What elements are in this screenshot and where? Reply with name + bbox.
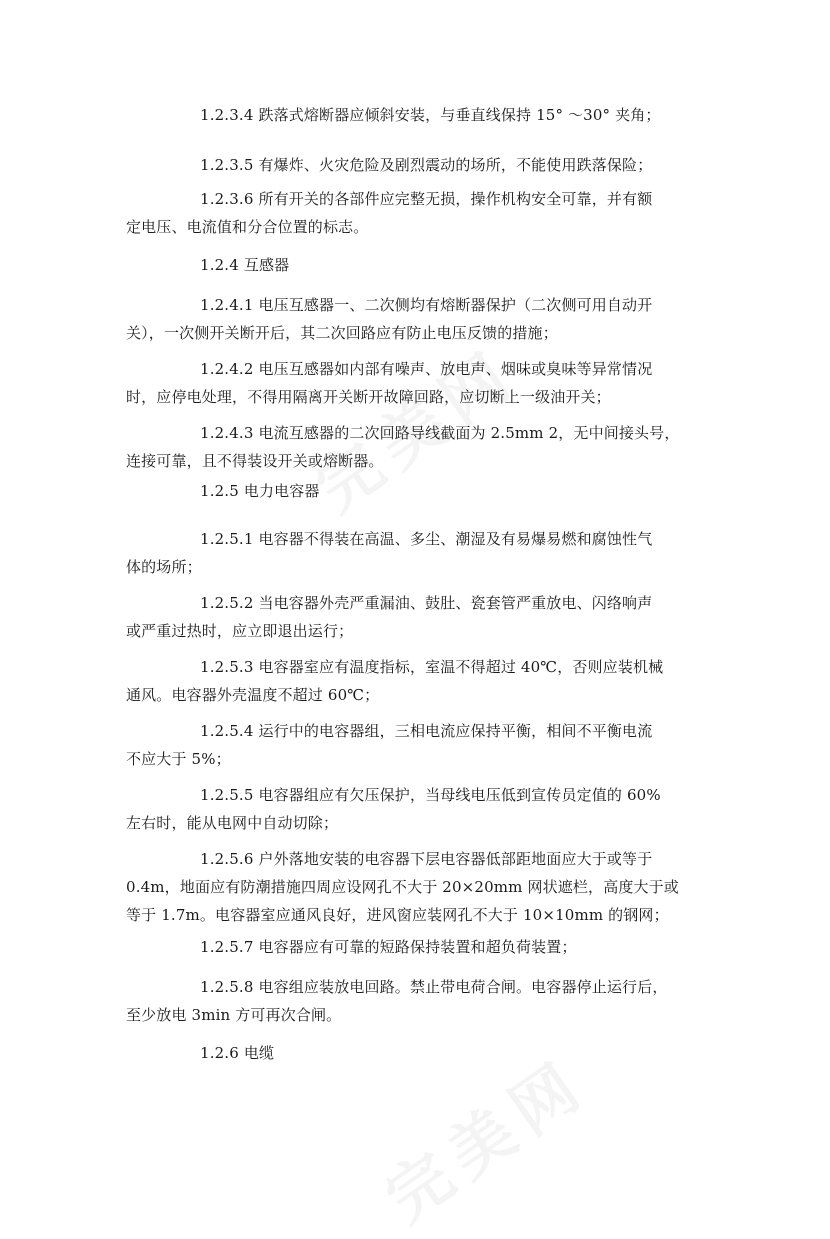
clause-1-2-5-2-line2: 或严重过热时，应立即退出运行；: [126, 622, 354, 640]
clause-1-2-5-2-line1: 1.2.5.2 当电容器外壳严重漏油、鼓肚、瓷套管严重放电、闪络响声: [200, 594, 653, 612]
clause-1-2-4-3-line2: 连接可靠，且不得装设开关或熔断器。: [126, 452, 384, 470]
clause-1-2-5-6-line1: 1.2.5.6 户外落地安装的电容器下层电容器低部距地面应大于或等于: [200, 850, 653, 868]
clause-1-2-5-4-line1: 1.2.5.4 运行中的电容器组，三相电流应保持平衡，相间不平衡电流: [200, 722, 653, 740]
clause-1-2-3-4: 1.2.3.4 跌落式熔断器应倾斜安装，与垂直线保持 15° ～30° 夹角；: [200, 106, 661, 124]
clause-1-2-3-6-line2: 定电压、电流值和分合位置的标志。: [126, 218, 369, 236]
clause-1-2-5-1-line2: 体的场所；: [126, 558, 202, 576]
clause-1-2-5-8-line2: 至少放电 3min 方可再次合闸。: [126, 1006, 342, 1024]
clause-1-2-3-6-line1: 1.2.3.6 所有开关的各部件应完整无损，操作机构安全可靠，并有额: [200, 190, 653, 208]
section-heading-capacitor: 1.2.5 电力电容器: [200, 482, 320, 500]
clause-1-2-3-5: 1.2.3.5 有爆炸、火灾危险及剧烈震动的场所，不能使用跌落保险；: [200, 156, 653, 174]
clause-1-2-4-2-line2: 时，应停电处理，不得用隔离开关断开故障回路，应切断上一级油开关；: [126, 388, 611, 406]
clause-1-2-4-1-line2: 关），一次侧开关断开后，其二次回路应有防止电压反馈的措施；: [126, 324, 558, 342]
clause-1-2-4-3-line1: 1.2.4.3 电流互感器的二次回路导线截面为 2.5mm 2，无中间接头号，: [200, 424, 680, 442]
section-heading-cable: 1.2.6 电缆: [200, 1044, 275, 1062]
clause-1-2-5-5-line2: 左右时，能从电网中自动切除；: [126, 814, 339, 832]
clause-1-2-5-3-line2: 通风。电容器外壳温度不超过 60℃；: [126, 686, 380, 704]
clause-1-2-5-7: 1.2.5.7 电容器应有可靠的短路保持装置和超负荷装置；: [200, 938, 577, 956]
clause-1-2-5-3-line1: 1.2.5.3 电容器室应有温度指标，室温不得超过 40℃，否则应装机械: [200, 658, 664, 676]
clause-1-2-4-1-line1: 1.2.4.1 电压互感器一、二次侧均有熔断器保护（二次侧可用自动开: [200, 296, 653, 314]
clause-1-2-5-5-line1: 1.2.5.5 电容器组应有欠压保护，当母线电压低到宣传员定值的 60%: [200, 786, 661, 804]
section-heading-transformer: 1.2.4 互感器: [200, 256, 290, 274]
clause-1-2-5-8-line1: 1.2.5.8 电容组应装放电回路。禁止带电荷合闸。电容器停止运行后，: [200, 978, 668, 996]
clause-1-2-4-2-line1: 1.2.4.2 电压互感器如内部有噪声、放电声、烟味或臭味等异常情况: [200, 360, 653, 378]
clause-1-2-5-1-line1: 1.2.5.1 电容器不得装在高温、多尘、潮湿及有易爆易燃和腐蚀性气: [200, 530, 653, 548]
clause-1-2-5-6-line3: 等于 1.7m。电容器室应通风良好，进风窗应装网孔不大于 10×10mm 的钢网；: [126, 906, 669, 924]
clause-1-2-5-6-line2: 0.4m，地面应有防潮措施四周应设网孔不大于 20×20mm 网状遮栏，高度大于或: [126, 878, 679, 896]
clause-1-2-5-4-line2: 不应大于 5%；: [126, 750, 231, 768]
